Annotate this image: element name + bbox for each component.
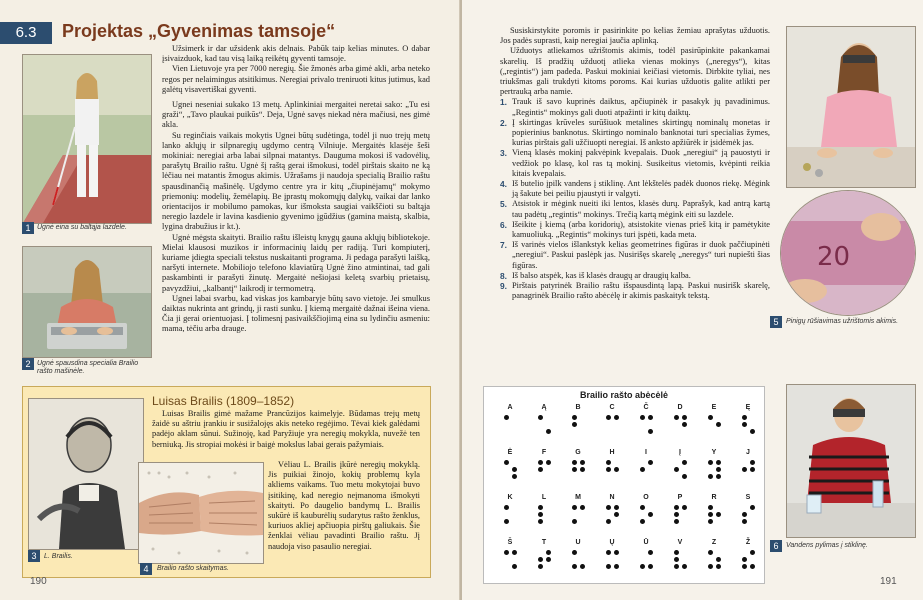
caption-photo-6: Vandens pylimas į stiklinę. bbox=[786, 542, 868, 549]
braille-letter: M bbox=[575, 494, 581, 501]
braille-dot bbox=[572, 550, 577, 555]
task-text: Išeikite į kiemą (arba koridorių), atsistokite vienas prieš kitą ir pamėtykite kamuoliuką. „Regintis“ mokinys turi įspėti, kada meta. bbox=[512, 219, 770, 240]
braille-dot bbox=[640, 519, 645, 524]
braille-dot bbox=[742, 564, 747, 569]
braille-dot bbox=[504, 550, 509, 555]
caption-photo-1: Ugnė eina su baltąja lazdele. bbox=[37, 224, 127, 231]
page-number-right: 191 bbox=[880, 576, 897, 587]
braille-dot bbox=[614, 512, 619, 517]
braille-bio-title: Luisas Brailis (1809–1852) bbox=[152, 394, 295, 408]
braille-dot bbox=[750, 460, 755, 465]
braille-dot bbox=[580, 467, 585, 472]
tasks-text bbox=[500, 26, 770, 301]
braille-letter: I bbox=[645, 449, 647, 456]
braille-cell bbox=[632, 539, 660, 575]
braille-dot bbox=[742, 512, 747, 517]
task-number: 5. bbox=[500, 199, 507, 210]
braille-letter: Ų bbox=[609, 539, 615, 546]
main-text bbox=[162, 44, 430, 335]
braille-letter: O bbox=[643, 494, 649, 501]
braille-dot bbox=[648, 415, 653, 420]
braille-dot bbox=[708, 550, 713, 555]
paragraph-3: Ugnei neseniai sukako 13 metų. Aplinkiniai mergaitei neretai sako: „Tu esi graži“, „Tavo plaukai puikūs“. Deja, Ugnė savęs niekad nėra mačiusi, nes gimė akla. bbox=[162, 100, 430, 130]
braille-dot bbox=[614, 415, 619, 420]
braille-dot bbox=[538, 467, 543, 472]
braille-letter: L bbox=[541, 494, 547, 501]
braille-dot bbox=[742, 519, 747, 524]
task-text: Iš varinės vielos išlankstyk kelias geometrines figūras ir duok paččiupinėti „neregiui“. Paskui paslėpk jas. Nusirišęs skarelę „neregys“ turi nupiešti šias figūras. bbox=[512, 240, 770, 270]
task-number: 3. bbox=[500, 148, 507, 159]
braille-dot bbox=[572, 519, 577, 524]
photo-banknote-closeup bbox=[780, 190, 916, 316]
braille-dot bbox=[614, 505, 619, 510]
braille-dot bbox=[606, 564, 611, 569]
caption-photo-5: Pinigų rūšiavimas užrištomis akimis. bbox=[786, 318, 899, 325]
photo-badge-5: 5 bbox=[770, 316, 782, 328]
braille-cell bbox=[598, 494, 626, 530]
braille-dot bbox=[716, 512, 721, 517]
braille-dot bbox=[512, 550, 517, 555]
braille-dot bbox=[742, 467, 747, 472]
braille-dot bbox=[648, 429, 653, 434]
braille-dot bbox=[512, 467, 517, 472]
task-text: Iš balso atspėk, kas iš klasės draugų ar draugių kalba. bbox=[512, 270, 691, 280]
photo-badge-4: 4 bbox=[140, 563, 152, 575]
braille-dot bbox=[648, 564, 653, 569]
braille-cell bbox=[700, 539, 728, 575]
paragraph-6: Ugnei labai svarbu, kad viskas jos kambaryje būtų savo vietoje. Jei smulkus daiktas nukrinta ant grindų, ji rasti sunku. Į kiemą mergaitė dažnai išeina viena. Čia ji gerai orientuojasi. Į tolimesnį pasivaikščiojimą eina su lydinčiu asmeniu: mama, tėčiu arba drauge. bbox=[162, 293, 430, 334]
photo-badge-2: 2 bbox=[22, 358, 34, 370]
braille-cell bbox=[530, 539, 558, 575]
braille-cell bbox=[632, 404, 660, 440]
braille-letter: R bbox=[711, 494, 717, 501]
braille-cell bbox=[734, 494, 762, 530]
photo-girl-with-cane bbox=[22, 54, 152, 224]
braille-dot bbox=[580, 460, 585, 465]
braille-dot bbox=[614, 564, 619, 569]
braille-dot bbox=[708, 474, 713, 479]
braille-dot bbox=[572, 467, 577, 472]
braille-cell bbox=[496, 404, 524, 440]
braille-cell bbox=[666, 494, 694, 530]
task-text: Į skirtingas krūveles surūšiuok metalines skirtingų nominalų monetas ir popierinius banknotus. Skirtingo nominalo banknotai turi specialias žymes, kurias pirštais gali užčiuopti neregiai. Iš anksto apžiūrėk ir įsidėmėk jas. bbox=[512, 117, 770, 148]
braille-dot bbox=[716, 422, 721, 427]
braille-dot bbox=[504, 505, 509, 510]
braille-dot bbox=[504, 415, 509, 420]
paragraph-4: Su reginčiais vaikais mokytis Ugnei būtų sudėtinga, todėl ji nuo trejų metų lanko aklųjų ir silpnaregių ugdymo centrą Vilniuje. Mergaitės klasėje šeši mokiniai: neregiai arba labai silpnai matantys. Dauguma mokosi iš vadovėlių, parašytų Brailio raštu. Ugnė šį raštą gerai išmokusi, todėl pirštais skaito ne ką lėčiau nei matantis žmogus akimis. Užrašams ji naudoja specialią Brailio raštu spausdinančią mašinėlę. Ugdymo centre yra ir kitų „čiupinėjamų“ mokymo priemonių: modelių, žemėlapių. Be įprastų mokomųjų dalykų, vaikai dar lanko orientacijos ir mobilumo pamokas, kur išmoksta saugiai vaikščioti su baltąja neregio lazdele ir lavina kasdienio gyvenimo įgūdžius (gamina maistą, skalbia, lygina drabužius ir kt.). bbox=[162, 130, 430, 232]
photo-louis-braille-portrait bbox=[28, 398, 144, 550]
braille-cell bbox=[530, 449, 558, 485]
photo-money-sorting bbox=[786, 26, 916, 188]
task-item bbox=[500, 240, 770, 271]
braille-dot bbox=[708, 415, 713, 420]
braille-letter: S bbox=[745, 494, 751, 501]
braille-cell bbox=[734, 449, 762, 485]
task-item bbox=[500, 179, 770, 199]
braille-cell bbox=[700, 449, 728, 485]
braille-dot bbox=[682, 505, 687, 510]
braille-cell bbox=[700, 404, 728, 440]
task-item bbox=[500, 97, 770, 117]
braille-dot bbox=[606, 519, 611, 524]
braille-letter: U bbox=[575, 539, 581, 546]
braille-letter: T bbox=[541, 539, 547, 546]
braille-dot bbox=[708, 564, 713, 569]
braille-dot bbox=[546, 460, 551, 465]
braille-letter: Ū bbox=[643, 539, 649, 546]
braille-letter: Š bbox=[507, 539, 513, 546]
braille-letter: A bbox=[507, 404, 513, 411]
photo-badge-1: 1 bbox=[22, 222, 34, 234]
braille-dot bbox=[708, 505, 713, 510]
braille-dot bbox=[614, 550, 619, 555]
braille-dot bbox=[674, 519, 679, 524]
braille-dot bbox=[742, 422, 747, 427]
braille-dot bbox=[538, 512, 543, 517]
braille-dot bbox=[648, 550, 653, 555]
braille-dot bbox=[750, 550, 755, 555]
braille-dot bbox=[606, 460, 611, 465]
braille-dot bbox=[750, 429, 755, 434]
braille-dot bbox=[648, 460, 653, 465]
braille-dot bbox=[614, 467, 619, 472]
braille-letter: N bbox=[609, 494, 615, 501]
left-page bbox=[0, 0, 461, 600]
task-text: Pirštais patyrinėk Brailio raštu išspausdintą lapą. Paskui nusirišk skarelę, panagrinėk Brailio rašto abėcėlę ir akimis paskaityk tekstą. bbox=[512, 281, 770, 301]
braille-dot bbox=[674, 467, 679, 472]
braille-cell bbox=[564, 494, 592, 530]
caption-photo-2: Ugnė spausdina specialia Brailio rašto mašinėle. bbox=[37, 360, 139, 375]
task-number: 7. bbox=[500, 240, 507, 251]
braille-dot bbox=[648, 512, 653, 517]
paragraph-5: Ugnė mėgsta skaityti. Brailio raštu išleistų knygų gauna aklųjų bibliotekoje. Mielai klausosi muzikos ir informacinių laidų per radiją. Turi kompiuterį, kuriame įdiegta speciali tekstus nuskaitanti programa. Ji pedaga parašyti laišką, naršyti internete. Mobiliojo telefono klaviatūrą Ugnė žino atmintinai, tad gali paskambinti ir parašyti žinutę. Mergaitė nešiojasi keletą svarbių prietaisų, pavyzdžiui, „kalbantį“ laikrodį ir termometrą. bbox=[162, 232, 430, 293]
braille-dot bbox=[538, 564, 543, 569]
task-text: Atsistok ir mėgink nueiti iki lentos, klasės durų. Paprašyk, kad antrą kartą tau padėtų „regintis“ mokinys. Trečią kartą mėgink eiti su lazdele. bbox=[512, 199, 770, 219]
braille-letter: Ą bbox=[541, 404, 547, 411]
braille-dot bbox=[538, 519, 543, 524]
braille-cell bbox=[632, 449, 660, 485]
task-item bbox=[500, 271, 770, 281]
braille-dot bbox=[640, 415, 645, 420]
braille-dot bbox=[512, 564, 517, 569]
photo-badge-3: 3 bbox=[28, 550, 40, 562]
braille-dot bbox=[606, 550, 611, 555]
section-number: 6.3 bbox=[0, 22, 52, 44]
braille-cell bbox=[564, 404, 592, 440]
braille-dot bbox=[572, 564, 577, 569]
task-number: 4. bbox=[500, 179, 507, 190]
braille-dot bbox=[750, 505, 755, 510]
braille-dot bbox=[750, 467, 755, 472]
braille-cell bbox=[734, 404, 762, 440]
braille-dot bbox=[640, 505, 645, 510]
braille-dot bbox=[750, 564, 755, 569]
braille-letter: P bbox=[677, 494, 683, 501]
paragraph-2: Vien Lietuvoje yra per 7000 neregių. Šie žmonės arba gimė akli, arba neteko regos per nelaimingus atsitikimus. Neregiai privalo treniruoti kitus jutimus, kad galėtų visavertiškai gyventi. bbox=[162, 64, 430, 94]
braille-cell bbox=[530, 494, 558, 530]
braille-dot bbox=[674, 564, 679, 569]
braille-dot bbox=[538, 415, 543, 420]
task-list bbox=[500, 97, 770, 301]
braille-dot bbox=[742, 415, 747, 420]
braille-letter: Č bbox=[643, 404, 649, 411]
task-item bbox=[500, 281, 770, 301]
braille-dot bbox=[682, 460, 687, 465]
braille-dot bbox=[708, 519, 713, 524]
intro-paragraph-1: Susiskirstykite poromis ir pasirinkite po kelias žemiau aprašytas užduotis. Jos padės suprasti, kaip neregiai jaučia aplinką. bbox=[500, 26, 770, 46]
task-number: 8. bbox=[500, 270, 507, 281]
braille-alphabet-title: Brailio rašto abėcėlė bbox=[579, 390, 669, 400]
photo-braille-reading-hands bbox=[138, 462, 264, 564]
braille-dot bbox=[546, 550, 551, 555]
braille-dot bbox=[572, 460, 577, 465]
braille-dot bbox=[572, 422, 577, 427]
braille-dot bbox=[716, 564, 721, 569]
braille-letter: Ž bbox=[745, 539, 751, 546]
braille-dot bbox=[682, 474, 687, 479]
braille-cell bbox=[734, 539, 762, 575]
braille-cell bbox=[598, 449, 626, 485]
page-number-left: 190 bbox=[30, 576, 47, 587]
braille-dot bbox=[512, 474, 517, 479]
braille-dot bbox=[580, 505, 585, 510]
braille-dot bbox=[538, 557, 543, 562]
braille-letter: F bbox=[541, 449, 547, 456]
braille-cell bbox=[496, 494, 524, 530]
braille-dot bbox=[674, 557, 679, 562]
task-item bbox=[500, 220, 770, 240]
braille-dot bbox=[716, 557, 721, 562]
svg-text:20: 20 bbox=[817, 242, 851, 272]
photo-badge-6: 6 bbox=[770, 540, 782, 552]
braille-bio-paragraph-2: Vėliau L. Brailis įkūrė neregių mokyklą. Jis puikiai žinojo, kokių problemų kyla akliems vaikams. Tuo metu mokytojai buvo įsitikinę, kad neregio neįmanoma išmokyti skaityti. Po daugelio bandymų L. Brailis sukūrė iš kauburėlių sudarytus rašto ženklus, kuriuos akliej apčiuopia pirštų galiukais. Šie ženklai vėliau pavadinti Brailio raštu. Jį naudoja viso pasaulio neregiai. bbox=[268, 460, 420, 551]
braille-dot bbox=[538, 460, 543, 465]
braille-letter: V bbox=[677, 539, 683, 546]
section-title: Projektas „Gyvenimas tamsoje“ bbox=[62, 21, 336, 41]
task-number: 1. bbox=[500, 97, 507, 108]
caption-photo-3: L. Brailis. bbox=[44, 553, 73, 560]
braille-cell bbox=[564, 449, 592, 485]
photo-braille-typewriter bbox=[22, 246, 152, 358]
braille-dot bbox=[504, 519, 509, 524]
braille-dot bbox=[546, 557, 551, 562]
braille-dot bbox=[716, 467, 721, 472]
braille-cell bbox=[530, 404, 558, 440]
braille-bio-paragraph-1: Luisas Brailis gimė mažame Prancūzijos kaimelyje. Būdamas trejų metų žaidė su aštriu įrankiu ir susižalojęs akis neteko regėjimo. Tėvai kiek galėdami padėjo aklam sūnui. Sužinoję, kad Paryžiuje yra neregių mokykla, nuvežė ten berniuką. Jis stropiai mokėsi ir baigė mokslus labai gerais pažymiais. bbox=[152, 409, 420, 449]
braille-cell bbox=[632, 494, 660, 530]
braille-dot bbox=[674, 505, 679, 510]
braille-dot bbox=[674, 415, 679, 420]
braille-cell bbox=[666, 404, 694, 440]
braille-letter: G bbox=[575, 449, 581, 456]
braille-letter: K bbox=[507, 494, 513, 501]
braille-dot bbox=[640, 564, 645, 569]
braille-cell bbox=[496, 449, 524, 485]
task-item bbox=[500, 118, 770, 149]
task-text: Trauk iš savo kuprinės daiktus, apčiupinėk ir pasakyk jų pavadinimus. „Regintis“ mokinys gali duoti atpažinti ir kitų daiktų. bbox=[512, 97, 770, 117]
task-text: Vieną klasės mokinį pakvėpink kvepalais. Duok „neregiui“ ją pauostyti ir vedžiok po klasę, kol ras tą mokinį. Susikeitus vietomis, kvėpinti reikia kitais kvepalais. bbox=[512, 148, 770, 178]
paragraph-1: Užsimerk ir dar užsidenk akis delnais. Pabūk taip kelias minutes. O dabar įsivaizduok, kad tau visą laiką reikėtų gyventi tamsoje. bbox=[162, 44, 430, 64]
task-item bbox=[500, 148, 770, 179]
braille-dot bbox=[504, 460, 509, 465]
braille-letter: Ė bbox=[507, 449, 513, 456]
braille-letter: Y bbox=[711, 449, 717, 456]
braille-letter: J bbox=[746, 449, 750, 456]
braille-letter: Z bbox=[711, 539, 717, 546]
braille-letter: Į bbox=[679, 449, 681, 456]
braille-dot bbox=[546, 429, 551, 434]
braille-alphabet-table bbox=[483, 386, 765, 584]
braille-dot bbox=[674, 512, 679, 517]
braille-dot bbox=[716, 460, 721, 465]
braille-dot bbox=[538, 505, 543, 510]
braille-dot bbox=[682, 415, 687, 420]
braille-cell bbox=[700, 494, 728, 530]
braille-letter: C bbox=[609, 404, 615, 411]
braille-dot bbox=[640, 467, 645, 472]
braille-dot bbox=[580, 564, 585, 569]
braille-letter: H bbox=[609, 449, 615, 456]
braille-letter: Ę bbox=[745, 404, 751, 411]
braille-dot bbox=[708, 460, 713, 465]
braille-dot bbox=[742, 557, 747, 562]
intro-paragraph-2: Užduotys atliekamos užrištomis akimis, todėl pasirūpinkite pakankamai skarelių. Iš pradžių užduotį atlieka vienas mokinys („neregys“), kitas („regintis“) jam padeda. Paskui mokiniai keičiasi vietomis. Dirbkite tyliai, nes triukšmas gali trukdyti kitoms poroms. Kai kurias užduotis galite atlikti per pertrauką arba namie. bbox=[500, 46, 770, 97]
braille-dot bbox=[682, 564, 687, 569]
braille-dot bbox=[572, 415, 577, 420]
braille-letter: B bbox=[575, 404, 581, 411]
braille-cell bbox=[564, 539, 592, 575]
braille-cell bbox=[598, 404, 626, 440]
braille-dot bbox=[708, 512, 713, 517]
braille-cell bbox=[666, 539, 694, 575]
task-text: Iš butelio įpilk vandens į stiklinę. Ant lėkštelės padėk duonos riekę. Mėgink ją šakute bei peiliu pjaustyti ir valgyti. bbox=[512, 179, 770, 199]
task-number: 2. bbox=[500, 117, 507, 128]
braille-dot bbox=[606, 467, 611, 472]
braille-cell bbox=[666, 449, 694, 485]
braille-dot bbox=[572, 505, 577, 510]
task-number: 6. bbox=[500, 219, 507, 230]
braille-dot bbox=[606, 415, 611, 420]
braille-dot bbox=[606, 505, 611, 510]
braille-dot bbox=[716, 474, 721, 479]
braille-letter: E bbox=[711, 404, 717, 411]
braille-letter: D bbox=[677, 404, 683, 411]
task-number: 9. bbox=[500, 281, 507, 292]
braille-cell bbox=[598, 539, 626, 575]
photo-water-pouring bbox=[786, 384, 916, 538]
task-item bbox=[500, 199, 770, 219]
braille-dot bbox=[674, 550, 679, 555]
braille-cell bbox=[496, 539, 524, 575]
braille-dot bbox=[682, 422, 687, 427]
caption-photo-4: Brailio rašto skaitymas. bbox=[157, 565, 229, 572]
